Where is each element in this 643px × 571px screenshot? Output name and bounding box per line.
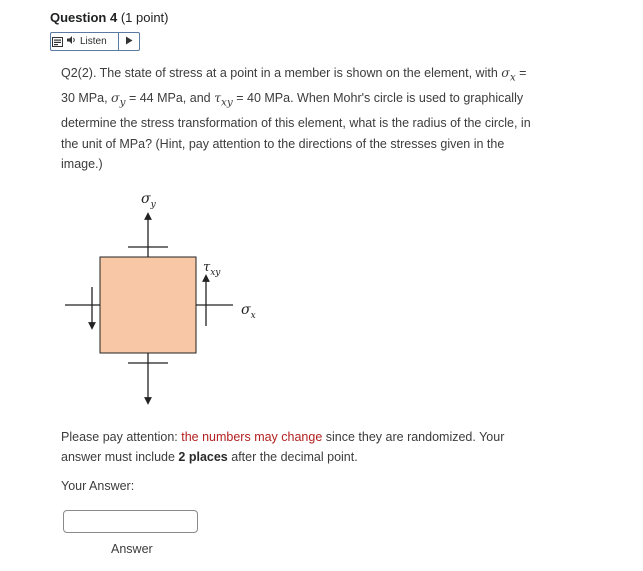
answer-input[interactable] [63, 510, 198, 533]
speaker-icon [66, 35, 77, 48]
listen-button[interactable] [64, 33, 119, 50]
sigma-y-top-arrow [128, 216, 168, 257]
note-text: after the decimal point. [227, 450, 358, 464]
question-text-part: = 40 MPa. When Mohr's circle is used to graphically [232, 91, 524, 105]
randomized-note [61, 427, 531, 467]
sigma-y-symbol: $\sigma_y$ [111, 90, 126, 109]
right-side-arrows [196, 278, 233, 326]
question-text-part: determine the stress transformation of this element, what is the radius of the circle, in the unit of MPa? (Hint, pay attention to the directions of the stresses given in the image.) [61, 116, 531, 171]
question-text-part: = [515, 66, 527, 80]
readspeaker-icon [51, 33, 64, 50]
question-text-part: = 44 MPa, and [125, 91, 215, 105]
note-bold: 2 places [178, 450, 228, 464]
note-text: Please pay attention: [61, 430, 182, 444]
question-title: Question 4 [50, 10, 118, 25]
tau-xy-label: $\tau_{xy}$ [203, 260, 221, 278]
note-text: since they are randomized. Your answer must include [61, 430, 505, 464]
your-answer-label: Your Answer: [61, 479, 135, 493]
listen-label: Listen [80, 36, 107, 47]
note-highlight: the numbers may change [181, 430, 323, 444]
stress-element-diagram [55, 180, 285, 415]
sigma-x-symbol: $\sigma_x$ [501, 65, 516, 84]
play-button[interactable] [119, 33, 139, 50]
listen-widget [50, 32, 140, 51]
question-header [50, 10, 169, 25]
play-icon [125, 36, 133, 48]
question-text [61, 63, 541, 175]
question-text-part: Q2(2). The state of stress at a point in a member is shown on the element, with [61, 66, 502, 80]
question-text-part: 30 MPa, [61, 91, 112, 105]
answer-caption: Answer [111, 542, 153, 556]
left-side-arrows [65, 287, 100, 326]
stress-element [100, 257, 196, 353]
sigma-y-bottom-arrow [128, 353, 168, 401]
sigma-y-label: $\sigma_y$ [141, 191, 156, 210]
question-points: (1 point) [120, 10, 169, 25]
tau-xy-symbol: $\tau_{xy}$ [214, 90, 233, 109]
sigma-x-label: $\sigma_x$ [241, 302, 256, 321]
